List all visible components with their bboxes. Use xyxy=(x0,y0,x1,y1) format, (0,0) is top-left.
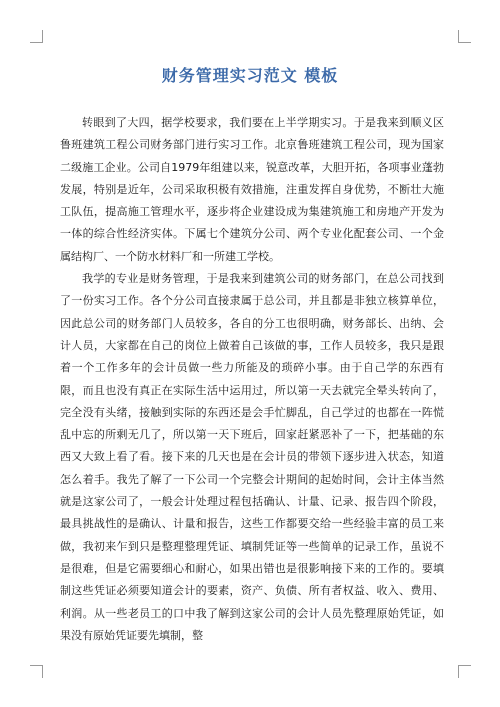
paragraph-1: 转眼到了大四，据学校要求，我们要在上半学期实习。于是我来到顺义区鲁班建筑工程公司财务部门进行实习工作。北京鲁班建筑工程公司，现为国家二级施工企业。公司自1979年组建以来，锐意改革，大胆开拓，各项事业蓬勃发展，特别是近年，公司采取积极有效措施，注重发挥自身优势，不断壮大施工队伍，提高施工管理水平，逐步将企业建设成为集建筑施工和房地产开发为一体的综合性经济实体。下属七个建筑分公司、两个专业化配套公司、一个金属结构厂、一个防水材料厂和一所建工学校。 xyxy=(60,116,444,263)
crop-mark-bottom-right xyxy=(458,665,471,678)
crop-mark-top-left xyxy=(30,30,43,43)
document-body xyxy=(60,112,444,647)
paragraph-2: 我学的专业是财务管理，于是我来到建筑公司的财务部门，在总公司找到了一份实习工作。各个分公司直接隶属于总公司，并且都是非独立核算单位，因此总公司的财务部门人员较多，各自的分工也很明确，财务部长、出纳、会计人员，大家都在自己的岗位上做着自己该做的事，工作人员较多，我只是跟着一个工作多年的会计员做一些力所能及的琐碎小事。由于自己学的东西有限，而且也没有真正在实际生活中运用过，所以第一天去就完全晕头转向了，完全没有头绪，接触到实际的东西还是会手忙脚乱，自己学过的也都在一阵慌乱中忘的所剩无几了，所以第一天下班后，回家赶紧恶补了一下，把基础的东西又大致上看了看。接下来的几天也是在会计员的带领下逐步进入状态，知道怎么着手。我先了解了一下公司一个完整会计期间的起始时间，会计主体当然就是这家公司了，一般会计处理过程包括确认、计量、记录、报告四个阶段，最具挑战性的是确认、计量和报告，这些工作都要交给一些经验丰富的员工来做，我初来乍到只是整理整理凭证、填制凭证等一些简单的记录工作，虽说不是很难，但是它需要细心和耐心，如果出错也是很影响接下来的工作的。要填制这些凭证必须要知道会计的要素，资产、负债、所有者权益、收入、费用、利润。从一些老员工的口中我了解到这家公司的会计人员先整理原始凭证，如果没有原始凭证要先填制，整 xyxy=(60,272,444,642)
document-title: 财务管理实习范文 模板 xyxy=(161,66,339,85)
crop-mark-top-right xyxy=(458,30,471,43)
crop-mark-bottom-left xyxy=(30,665,43,678)
